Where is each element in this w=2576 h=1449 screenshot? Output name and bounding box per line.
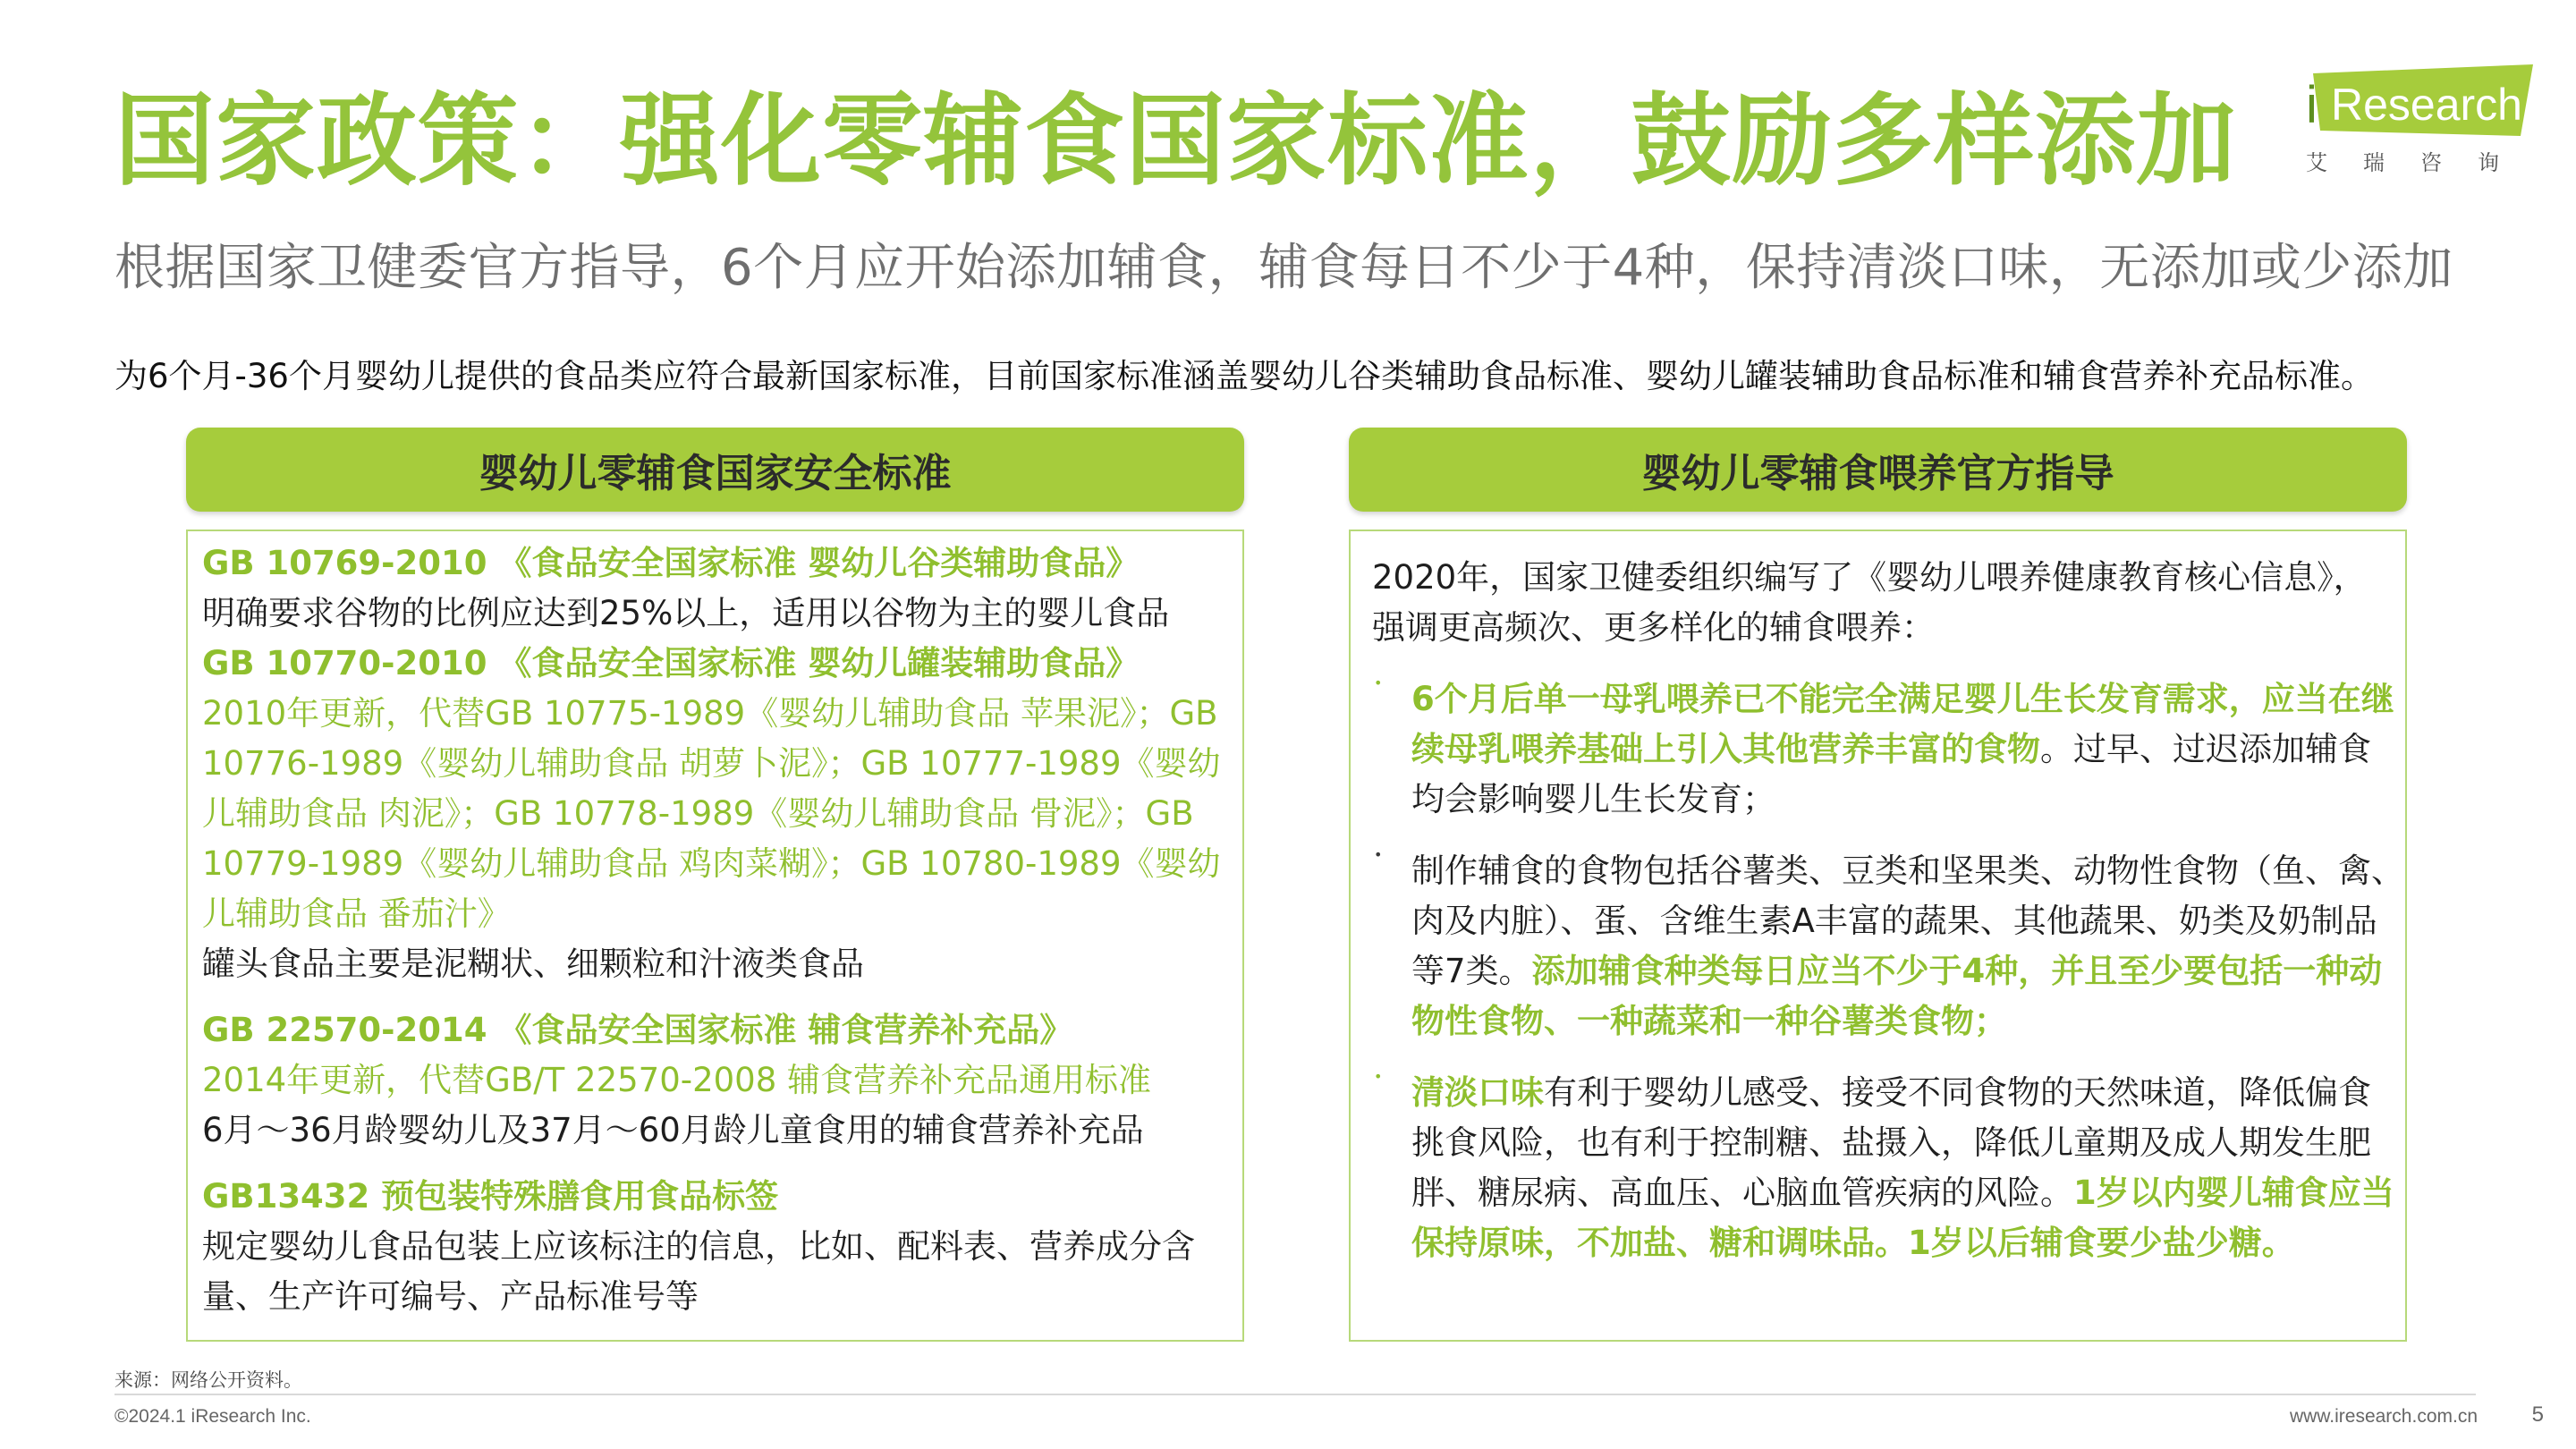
guide-intro: 强调更高频次、更多样化的辅食喂养： — [1372, 608, 1935, 647]
standard-desc: 明确要求谷物的比例应达到25%以上，适用以谷物为主的婴儿食品 — [202, 594, 1170, 632]
bullet-dot: • — [1374, 674, 1383, 691]
bullet-dot: • — [1374, 1068, 1383, 1085]
right-panel-heading: 婴幼儿零辅食喂养官方指导 — [1349, 428, 2407, 512]
right-panel — [1349, 530, 2407, 1342]
standard-update: 儿辅助食品 肉泥》；GB 10778-1989《婴幼儿辅助食品 骨泥》；GB — [202, 794, 1194, 833]
logo-name: Research — [2331, 80, 2522, 130]
standard-desc: 规定婴幼儿食品包装上应该标注的信息，比如、配料表、营养成分含 — [202, 1227, 1195, 1266]
page-number: 5 — [2531, 1402, 2544, 1427]
logo-cn-name: 艾瑞咨询 — [2306, 150, 2535, 175]
page-title: 国家政策：强化零辅食国家标准，鼓励多样添加 — [114, 83, 2237, 199]
guide-intro: 2020年，国家卫健委组织编写了《婴幼儿喂养健康教育核心信息》， — [1372, 558, 2367, 597]
standard-update: 10779-1989《婴幼儿辅助食品 鸡肉菜糊》；GB 10780-1989《婴幼 — [202, 844, 1221, 883]
logo-i-mark: i — [2306, 76, 2318, 134]
standard-desc: 6月～36月龄婴幼儿及37月～60月龄儿童食用的辅食营养补充品 — [202, 1111, 1144, 1149]
page-subtitle: 根据国家卫健委官方指导，6个月应开始添加辅食，辅食每日不少于4种，保持清淡口味，无添加或少添加 — [114, 239, 2453, 297]
left-panel — [186, 530, 1244, 1342]
left-panel-content — [202, 538, 1231, 1322]
source-note: 来源：网络公开资料。 — [114, 1369, 302, 1391]
standard-desc: 罐头食品主要是泥糊状、细颗粒和汁液类食品 — [202, 945, 864, 983]
intro-text: 为6个月-36个月婴幼儿提供的食品类应符合最新国家标准，目前国家标准涵盖婴幼儿谷类辅助食品标准、婴幼儿罐装辅助食品标准和辅食营养补充品标准。 — [114, 357, 2374, 395]
standard-update: 10776-1989《婴幼儿辅助食品 胡萝卜泥》；GB 10777-1989《婴幼 — [202, 744, 1221, 783]
guide-bullet-2: • 制作辅食的食物包括谷薯类、豆类和坚果类、动物性食物（鱼、禽、 肉及内脏）、蛋、含维生素A丰富的蔬果、其他蔬果、奶类及奶制品 等7类。添加辅食种类每日应当不少于4种，并且至少要包括一种动 物性食物、一种蔬菜和一种谷薯类食物； — [1374, 846, 2404, 1040]
standard-title: GB 10770-2010 《食品安全国家标准 婴幼儿罐装辅助食品》 — [202, 644, 1140, 682]
standard-update: 2014年更新，代替GB/T 22570-2008 辅食营养补充品通用标准 — [202, 1061, 1152, 1099]
left-panel-heading: 婴幼儿零辅食国家安全标准 — [186, 428, 1244, 512]
copyright-text: ©2024.1 iResearch Inc. — [114, 1406, 311, 1427]
standard-title: GB13432 预包装特殊膳食用食品标签 — [202, 1177, 779, 1216]
standard-title: GB 22570-2014 《食品安全国家标准 辅食营养补充品》 — [202, 1011, 1073, 1049]
footer-divider — [114, 1394, 2476, 1395]
website-link[interactable]: www.iresearch.com.cn — [2289, 1406, 2478, 1427]
iresearch-logo — [2301, 63, 2535, 175]
standard-desc: 量、生产许可编号、产品标准号等 — [202, 1277, 699, 1316]
standard-update: 儿辅助食品 番茄汁》 — [202, 894, 511, 933]
right-panel-content — [1372, 553, 2404, 1268]
standard-update: 2010年更新，代替GB 10775-1989《婴幼儿辅助食品 苹果泥》；GB — [202, 694, 1218, 733]
guide-bullet-3: • 清淡口味有利于婴幼儿感受、接受不同食物的天然味道，降低偏食 挑食风险，也有利于控制糖、盐摄入，降低儿童期及成人期发生肥 胖、糖尿病、高血压、心脑血管疾病的风险。1岁以内婴儿辅食应当 保持原味，不加盐、糖和调味品。1岁以后辅食要少盐少糖。 — [1374, 1068, 2394, 1262]
bullet-dot: • — [1374, 846, 1383, 863]
standard-title: GB 10769-2010 《食品安全国家标准 婴幼儿谷类辅助食品》 — [202, 544, 1140, 582]
guide-bullet-1: • 6个月后单一母乳喂养已不能完全满足婴儿生长发育需求，应当在继 续母乳喂养基础上引入其他营养丰富的食物。过早、过迟添加辅食 均会影响婴儿生长发育； — [1374, 674, 2394, 818]
